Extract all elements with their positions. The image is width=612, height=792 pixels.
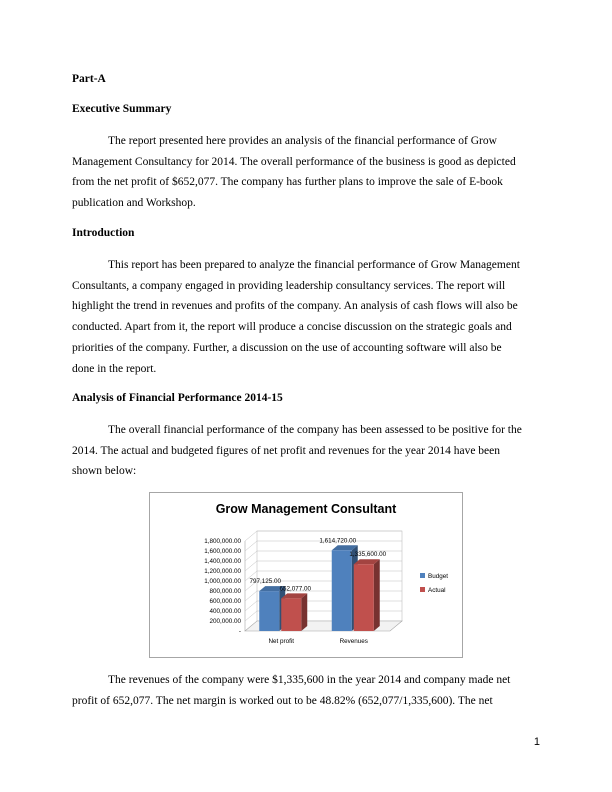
y-tick-label: 1,600,000.00 xyxy=(204,548,241,555)
intro-line: done in the report. xyxy=(72,362,157,375)
intro-line: priorities of the company. Further, a discussion on the use of accounting software will also be xyxy=(72,341,502,354)
introduction-heading: Introduction xyxy=(72,227,135,239)
chart-title: Grow Management Consultant xyxy=(215,502,397,516)
analysis-line: 2014. The actual and budgeted figures of net profit and revenues for the year 2014 have been xyxy=(72,444,501,457)
y-tick-label: 1,800,000.00 xyxy=(204,538,241,545)
y-tick-label: 1,400,000.00 xyxy=(204,558,241,565)
summary-line: publication and Workshop. xyxy=(72,197,196,210)
data-label: 652,077.00 xyxy=(279,585,312,593)
chart-canvas xyxy=(150,493,462,657)
y-tick-label: 600,000.00 xyxy=(209,598,241,605)
revenue-line: profit of 652,077. The net margin is worked out to be 48.82% (652,077/1,335,600). The net xyxy=(72,694,493,707)
intro-line: This report has been prepared to analyze the financial performance of Grow Management xyxy=(108,259,520,271)
y-tick-label: 1,200,000.00 xyxy=(204,568,241,575)
data-label: 1,614,720.00 xyxy=(319,537,357,545)
legend-label: Budget xyxy=(428,573,448,580)
page-number: 1 xyxy=(533,736,540,748)
data-label: 1,335,600.00 xyxy=(349,551,387,559)
y-tick-label: 800,000.00 xyxy=(209,588,241,595)
bar-budget xyxy=(332,550,352,631)
summary-line: from the net profit of $652,077. The company has further plans to improve the sale of E-book xyxy=(72,176,503,189)
part-heading: Part-A xyxy=(72,73,106,85)
bar-side xyxy=(301,593,307,631)
introduction-paragraph xyxy=(72,255,542,379)
bar-actual xyxy=(354,564,374,631)
analysis-paragraph xyxy=(72,420,542,482)
revenue-paragraph xyxy=(72,670,542,711)
financial-chart xyxy=(149,492,463,658)
x-category-label: Revenues xyxy=(339,638,368,645)
analysis-heading: Analysis of Financial Performance 2014-15 xyxy=(72,392,283,404)
analysis-line: shown below: xyxy=(72,465,137,478)
x-category-label: Net profit xyxy=(268,638,295,645)
executive-summary-heading: Executive Summary xyxy=(72,103,172,115)
legend-label: Actual xyxy=(428,587,446,594)
analysis-line: The overall financial performance of the company has been assessed to be positive for the xyxy=(108,424,522,436)
y-tick-label: 200,000.00 xyxy=(209,618,241,625)
intro-line: conducted. Apart from it, the report will produce a concise discussion on the strategic goals and xyxy=(72,321,512,334)
executive-summary-paragraph xyxy=(72,131,542,214)
legend-swatch-budget xyxy=(420,573,425,578)
intro-line: highlight the trend in revenues and profits of the company. An analysis of cash flows will also be xyxy=(72,300,518,313)
y-tick-label: - xyxy=(238,628,241,635)
data-label: 797,125.00 xyxy=(249,578,282,586)
bar-budget xyxy=(259,591,279,631)
bar-actual xyxy=(281,598,301,631)
bar-side xyxy=(374,559,380,631)
intro-line: Consultants, a company engaged in providing leadership consultancy services. The report will xyxy=(72,279,506,292)
y-tick-label: 400,000.00 xyxy=(209,608,241,615)
y-tick-label: 1,000,000.00 xyxy=(204,578,241,585)
summary-line: The report presented here provides an analysis of the financial performance of Grow xyxy=(108,135,497,147)
legend-swatch-actual xyxy=(420,587,425,592)
revenue-line: The revenues of the company were $1,335,600 in the year 2014 and company made net xyxy=(108,674,511,686)
summary-line: Management Consultancy for 2014. The overall performance of the business is good as depicted xyxy=(72,155,516,168)
